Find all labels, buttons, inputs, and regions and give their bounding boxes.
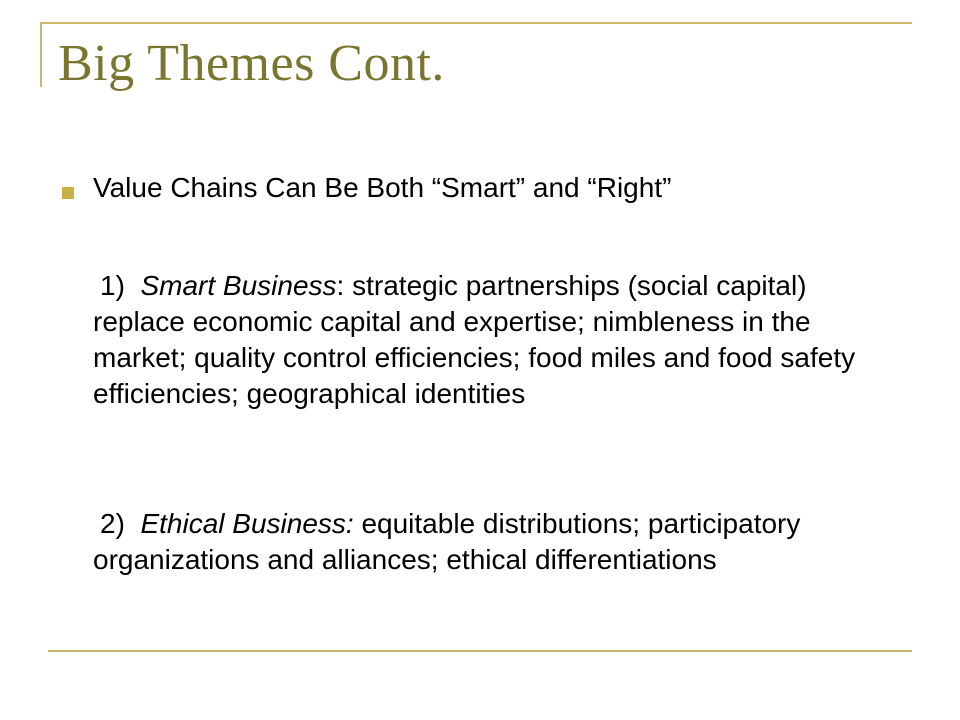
frame-left-rule bbox=[40, 22, 42, 87]
bullet-text: Value Chains Can Be Both “Smart” and “Right” bbox=[93, 172, 672, 203]
point-term: Ethical Business: bbox=[140, 508, 354, 539]
point-ethical-business bbox=[93, 506, 903, 578]
point-term: Smart Business bbox=[140, 270, 337, 301]
frame-bottom-rule bbox=[48, 650, 912, 652]
square-bullet-icon bbox=[62, 187, 74, 199]
point-number: 1) bbox=[100, 270, 125, 301]
point-text: strategic partnerships (social capital) replace economic capital and expertise; nimbleness in the market; quality control efficiencies; food miles and food safety efficiencies; geographical identities bbox=[93, 270, 856, 409]
point-smart-business bbox=[93, 268, 903, 412]
frame-top-rule bbox=[40, 22, 912, 24]
point-number: 2) bbox=[100, 508, 125, 539]
point-separator: : bbox=[336, 270, 345, 301]
point-text: equitable distributions; participatory organizations and alliances; ethical differentiations bbox=[93, 508, 801, 575]
slide-title: Big Themes Cont. bbox=[58, 35, 445, 92]
